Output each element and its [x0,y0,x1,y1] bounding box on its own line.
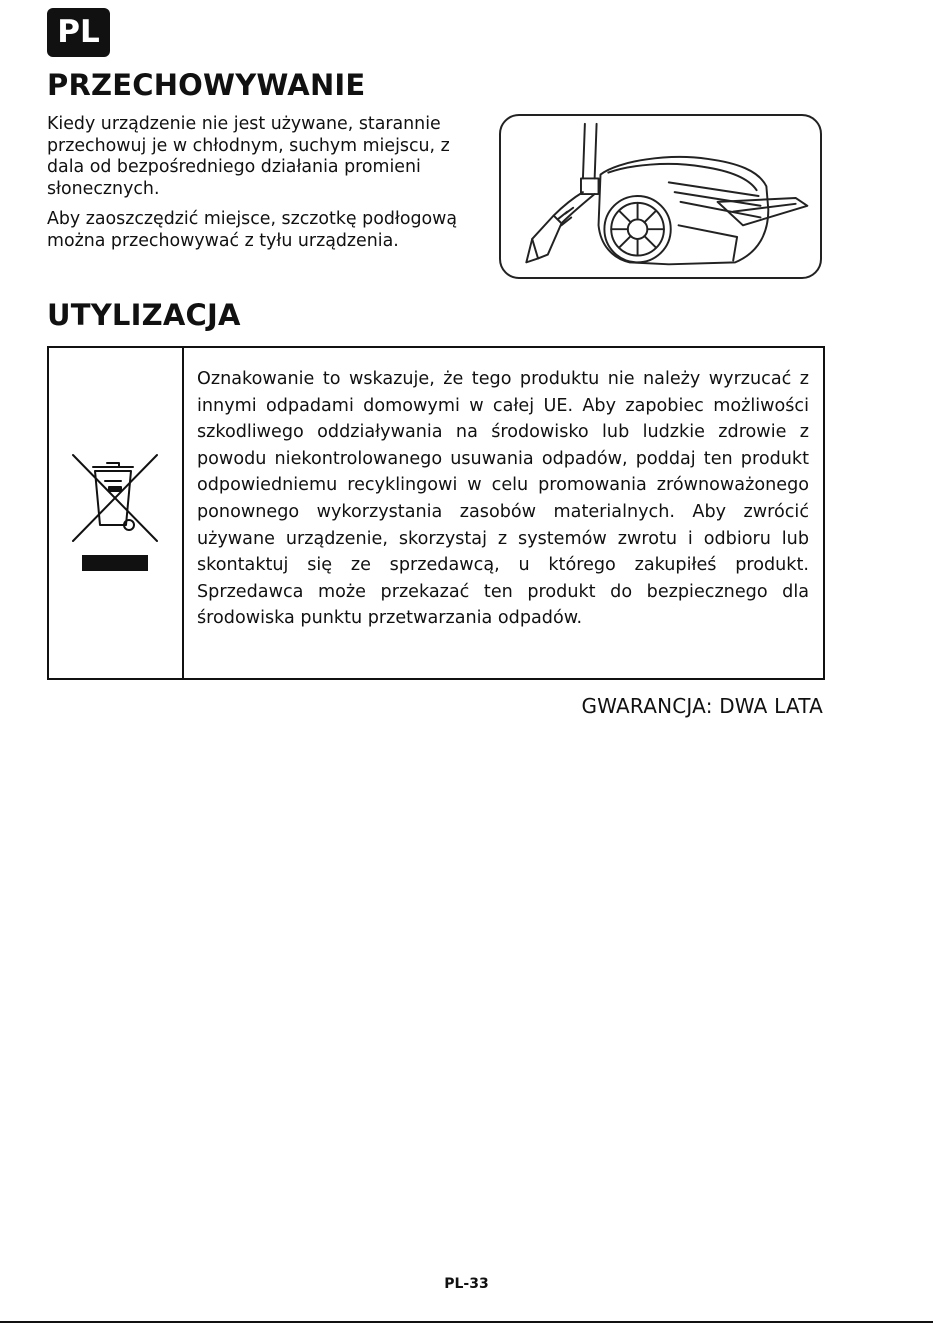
page-number: PL-33 [444,1276,489,1292]
storage-paragraph-1: Kiedy urządzenie nie jest używane, starannie przechowuj je w chłodnym, suchym miejscu, z dala od bezpośredniego działania promieni słonecznych. [47,114,450,199]
crossed-out-wheelie-bin-icon [71,453,159,543]
weee-black-bar [82,555,148,571]
disposal-heading: UTYLIZACJA [47,298,241,332]
disposal-box [47,346,825,680]
weee-symbol-cell [49,348,184,678]
disposal-text: Oznakowanie to wskazuje, że tego produktu nie należy wyrzucać z innymi odpadami domowymi w całej UE. Aby zapobiec możliwości szkodliwego oddziaływania na środowisko lub ludzkie zdrowie z powodu niekontrolowanego usuwania odpadów, poddaj ten produkt odpowiedniemu recyklingowi w celu promowania zrównoważonego ponownego wykorzystania zasobów materialnych. Aby zwrócić używane urządzenie, skorzystaj z systemów zwrotu i odbioru lub skontaktuj się ze sprzedawcą, u którego zakupiłeś produkt. Sprzedawca może przekazać ten produkt do bezpiecznego dla środowiska punktu przetwarzania odpadów. [197,369,809,629]
warranty-text: GWARANCJA: DWA LATA [581,694,823,718]
storage-text [47,114,487,261]
storage-paragraph-2: Aby zaoszczędzić miejsce, szczotkę podłogową można przechowywać z tyłu urządzenia. [47,209,458,251]
vacuum-cleaner-storage-illustration [499,114,822,279]
storage-heading: PRZECHOWYWANIE [47,68,366,102]
bottom-rule [0,1321,933,1323]
language-badge: PL [47,8,110,57]
